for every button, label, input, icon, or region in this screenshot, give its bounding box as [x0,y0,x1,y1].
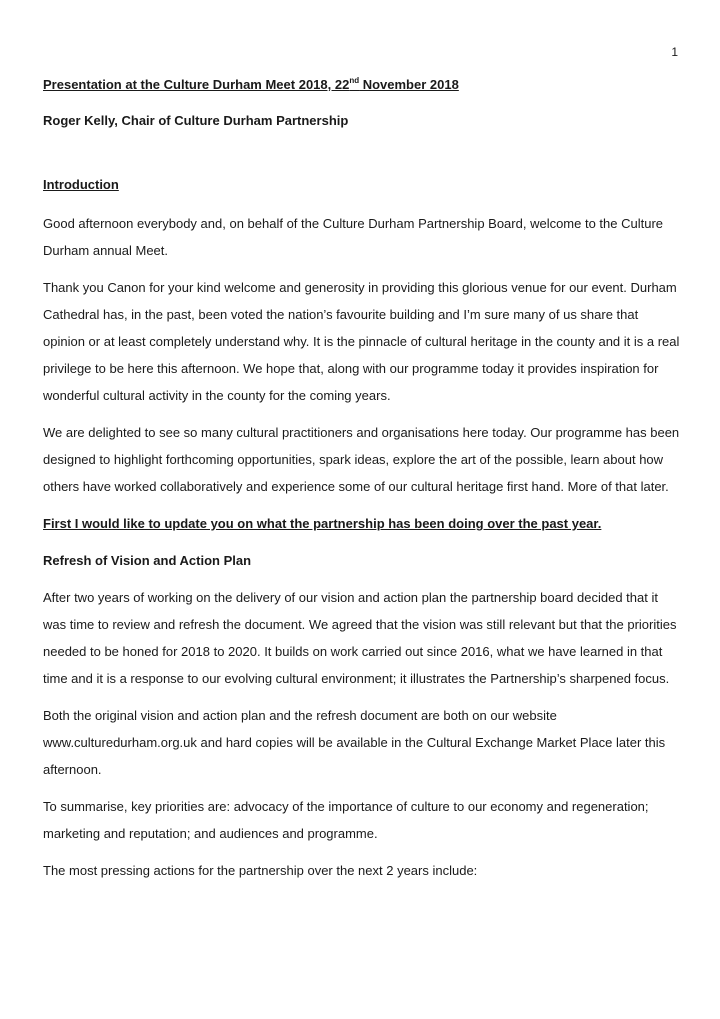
paragraph-thanks: Thank you Canon for your kind welcome and generosity in providing this glorious venue for our event. Durham Cathedral has, in the past, been voted the nation’s favourite building and I’m sure many of us share that opinion or at least completely understand why. It is the pinnacle of cultural heritage in the county and it is a real privilege to be here this afternoon. We hope that, along with our programme today it provides inspiration for wonderful cultural activity in the county for the coming years. [43,280,680,403]
paragraph-actions: The most pressing actions for the partnership over the next 2 years include: [43,863,478,878]
title-text: Presentation at the Culture Durham Meet 2018, 22 [43,77,350,92]
paragraph-refresh: After two years of working on the delivery of our vision and action plan the partnership board decided that it was time to review and refresh the document. We agreed that the vision was still relevant but that the priorities needed to be honed for 2018 to 2020. It builds on work carried out since 2016, what we have learned in that time and it is a response to our evolving cultural environment; it illustrates the Partnership’s sharpened focus. [43,590,677,686]
page-title [43,76,683,94]
paragraph-programme: We are delighted to see so many cultural practitioners and organisations here today. Our programme has been designed to highlight forthcoming opportunities, spark ideas, explore the art of the possible, learn about how others have worked collaboratively and experience some of our cultural heritage first hand. More of that later. [43,425,680,494]
refresh-heading: Refresh of Vision and Action Plan [43,553,252,568]
paragraph-priorities: To summarise, key priorities are: advocacy of the importance of culture to our economy and regeneration; marketing and reputation; and audiences and programme. [43,799,649,841]
author-line: Roger Kelly, Chair of Culture Durham Partnership [43,113,349,128]
paragraph-welcome: Good afternoon everybody and, on behalf of the Culture Durham Partnership Board, welcome to the Culture Durham annual Meet. [43,216,664,258]
document-body [43,76,683,884]
title-superscript: nd [349,75,360,85]
title-text-end: November 2018 [359,77,459,92]
paragraph-website: Both the original vision and action plan and the refresh document are both on our website www.culturedurham.org.uk and hard copies will be available in the Cultural Exchange Market Place later this afternoon. [43,708,666,777]
page-number: 1 [671,45,678,59]
introduction-heading: Introduction [43,177,119,192]
update-heading: First I would like to update you on what the partnership has been doing over the past year. [43,516,602,531]
